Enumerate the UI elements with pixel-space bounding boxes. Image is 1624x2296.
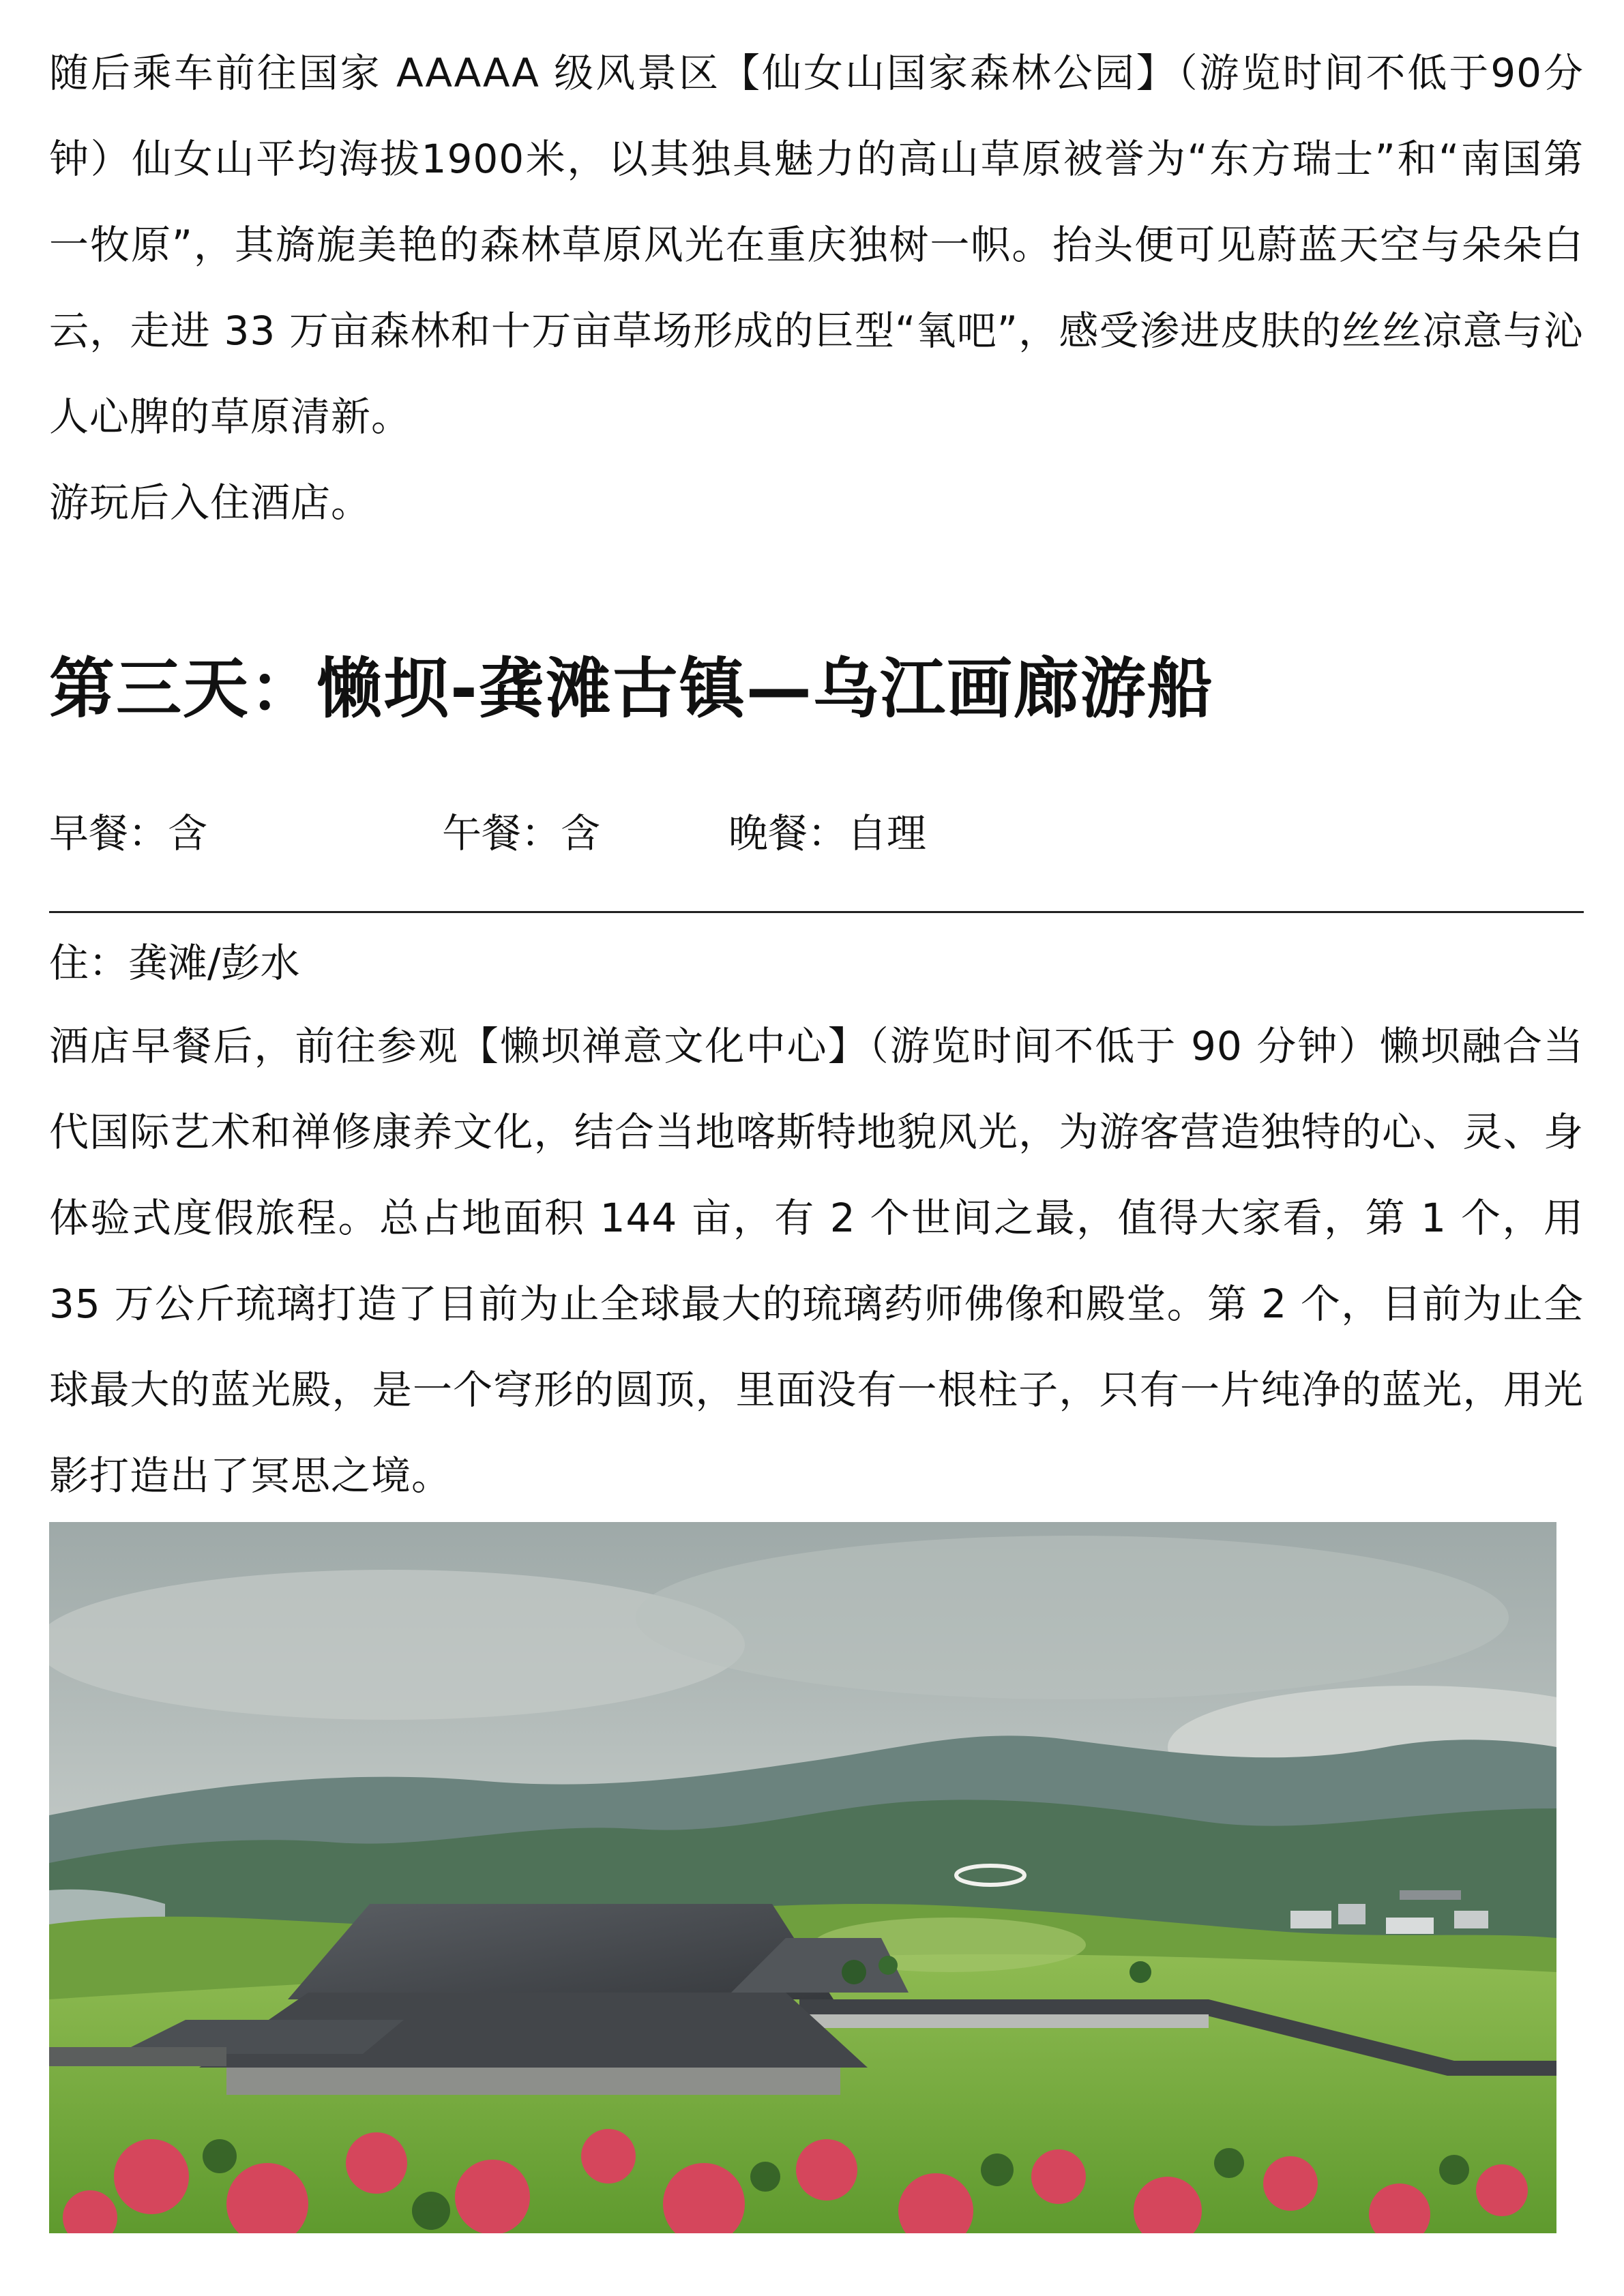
lanba-description: 酒店早餐后，前往参观【懒坝禅意文化中心】（游览时间不低于 90 分钟）懒坝融合当代国际艺术和禅修康养文化，结合当地喀斯特地貌风光，为游客营造独特的心、灵、身体验式度假旅程。总占地面积 144 亩，有 2 个世间之最，值得大家看，第 1 个，用 35 万公斤琉璃打造了目前为止全球最大的琉璃药师佛像和殿堂。第 2 个，目前为止全球最大的蓝光殿，是一个穹形的圆顶，里面没有一根柱子，只有一片纯净的蓝光，用光影打造出了冥思之境。 xyxy=(49,1023,1584,1499)
breakfast-info: 早餐：含 xyxy=(49,810,208,856)
accommodation-info: 住：龚滩/彭水 xyxy=(49,940,300,986)
divider xyxy=(49,911,1584,913)
dinner-info: 晚餐：自理 xyxy=(728,810,927,856)
hotel-note: 游玩后入住酒店。 xyxy=(49,479,372,526)
lunch-info: 午餐：含 xyxy=(442,810,601,856)
day-three-heading: 第三天：懒坝-龚滩古镇—乌江画廊游船 xyxy=(49,651,1214,727)
intro-paragraph: 随后乘车前往国家 AAAAA 级风景区【仙女山国家森林公园】（游览时间不低于90分钟）仙女山平均海拔1900米，以其独具魅力的高山草原被誉为“东方瑞士”和“南国第一牧原”，其旖旎美艳的森林草原风光在重庆独树一帜。抬头便可见蔚蓝天空与朵朵白云，走进 33 万亩森林和十万亩草场形成的巨型“氧吧”，感受渗进皮肤的丝丝凉意与沁人心脾的草原清新。 xyxy=(49,50,1584,440)
landscape-photo xyxy=(49,1522,1556,2233)
